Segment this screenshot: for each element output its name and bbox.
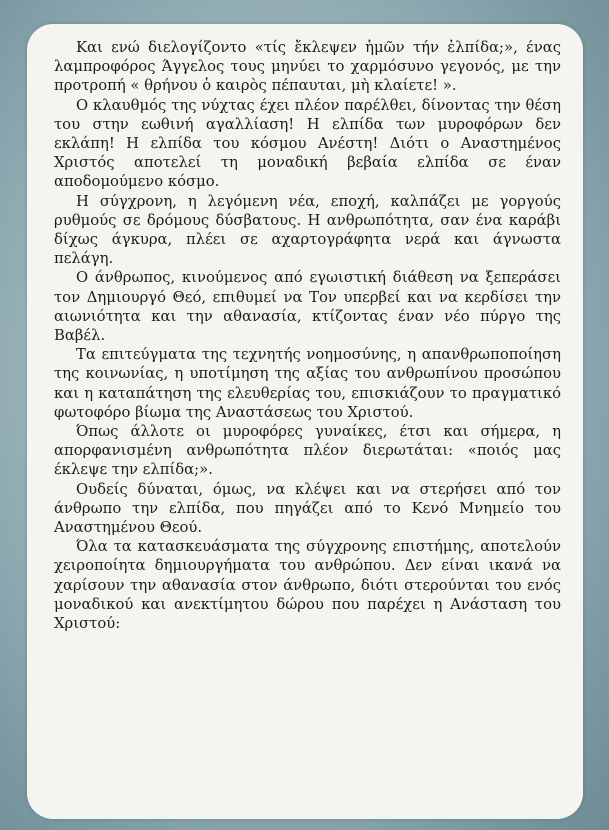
paragraph-7: Ουδείς δύναται, όμως, να κλέψει και να στερήσει από τον άνθρωπο την ελπίδα, που πηγάζει από το Κενό Μνημείο του Αναστημένου Θεού. bbox=[54, 480, 561, 537]
paragraph-2: Ο κλαυθμός της νύχτας έχει πλέον παρέλθει, δίνοντας την θέση του στην εωθινή αγαλλίαση! Η ελπίδα των μυροφόρων δεν εκλάπη! Η ελπίδα του κόσμου Ανέστη! Διότι ο Αναστημένος Χριστός αποτελεί τη μοναδική βεβαία ελπίδα σε έναν αποδομούμενο κόσμο. bbox=[54, 96, 561, 191]
paragraph-8: Όλα τα κατασκευάσματα της σύγχρονης επιστήμης, αποτελούν χειροποίητα δημιουργήματα του ανθρώπου. Δεν είναι ικανά να χαρίσουν την αθανασία στον άνθρωπο, διότι στερούνται του ενός μοναδικού και ανεκτίμητου δώρου που παρέχει η Ανάσταση του Χριστού: bbox=[54, 538, 561, 633]
paragraph-3: Η σύγχρονη, η λεγόμενη νέα, εποχή, καλπάζει με γοργούς ρυθμούς σε δρόμους δύσβατους. Η ανθρωπότητα, σαν ένα καράβι δίχως άγκυρα, πλέει σε αχαρτογράφητα νερά και άγνωστα πελάγη. bbox=[54, 192, 561, 268]
text-card bbox=[27, 24, 583, 819]
paragraph-6: Όπως άλλοτε οι μυροφόρες γυναίκες, έτσι και σήμερα, η απορφανισμένη ανθρωπότητα πλέον διερωτάται: «ποιός μας έκλεψε την ελπίδα;». bbox=[54, 423, 561, 479]
paragraph-1: Και ενώ διελογίζοντο «τίς ἔκλεψεν ἡμῶν τήν ἐλπίδα;», ένας λαμπροφόρος Άγγελος τους μηνύει το χαρμόσυνο γεγονός, με την προτροπή « θρήνου ὁ καιρὸς πέπαυται, μὴ κλαίετε! ». bbox=[54, 39, 561, 95]
paragraph-4: Ο άνθρωπος, κινούμενος από εγωιστική διάθεση να ξεπεράσει τον Δημιουργό Θεό, επιθυμεί να Τον υπερβεί και να κερδίσει την αιωνιότητα και την αθανασία, κτίζοντας έναν νέο πύργο της Βαβέλ. bbox=[54, 269, 561, 345]
paragraph-5: Τα επιτεύγματα της τεχνητής νοημοσύνης, η απανθρωποποίηση της κοινωνίας, η υποτίμηση της αξίας του ανθρωπίνου προσώπου και η καταπάτηση της ελευθερίας του, επισκιάζουν το πραγματικό φωτοφόρο βίωμα της Αναστάσεως του Χριστού. bbox=[54, 346, 561, 421]
